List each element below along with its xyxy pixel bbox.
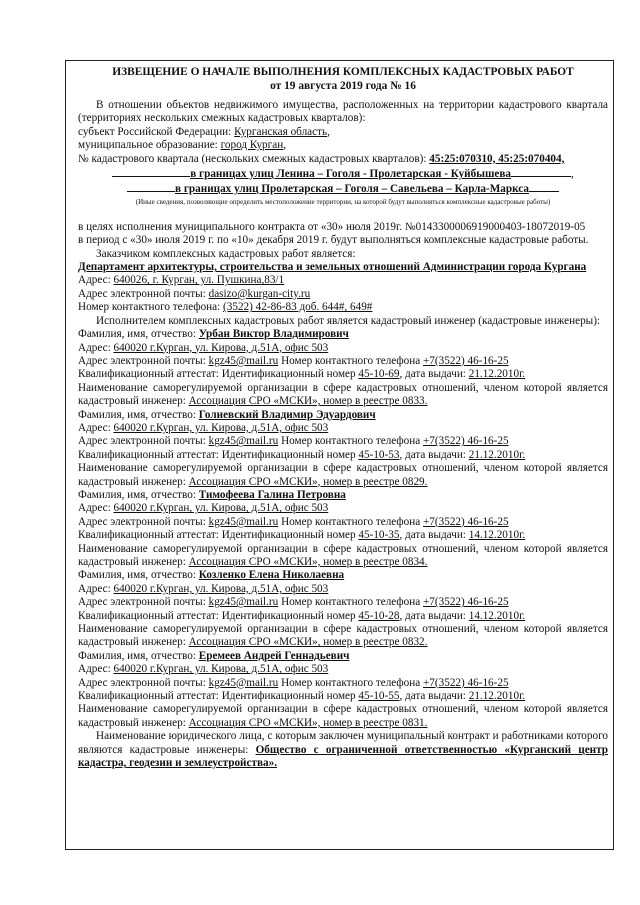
quarter-line: № кадастрового квартала (нескольких смежных кадастровых кварталов): 45:25:070310, 45:25:070404, [78, 152, 565, 165]
customer-name: Департамент архитектуры, строительства и земельных отношений Администрации города Кургана [78, 261, 587, 274]
engineer-sro: Наименование саморегулируемой организации в сфере кадастровых отношений, членом которой является кадастровый инженер: Ассоциация СРО «МСКИ», номер в реестре 0834. [78, 542, 608, 568]
engineer-email-link[interactable]: kgz45@mail.ru [208, 676, 279, 689]
engineer-contacts: Адрес электронной почты: kgz45@mail.ru Номер контактного телефона +7(3522) 46-16-25 [78, 435, 509, 448]
customer-email: Адрес электронной почты: dasizo@kurgan-city.ru [78, 287, 311, 300]
engineer-email-link[interactable]: kgz45@mail.ru [208, 354, 279, 367]
engineer-block [78, 328, 608, 408]
engineer-fio: Фамилия, имя, отчество: Тимофеева Галина Петровна [78, 488, 346, 501]
engineer-cert: Квалификационный аттестат: Идентификационный номер 45-10-55, дата выдачи: 21.12.2010г. [78, 690, 526, 703]
engineer-fio: Фамилия, имя, отчество: Урбан Виктор Владимирович [78, 328, 349, 341]
engineer-contacts: Адрес электронной почты: kgz45@mail.ru Номер контактного телефона +7(3522) 46-16-25 [78, 515, 509, 528]
engineer-cert: Квалификационный аттестат: Идентификационный номер 45-10-28, дата выдачи: 14.12.2010г. [78, 609, 526, 622]
engineer-block [78, 489, 608, 569]
engineer-sro: Наименование саморегулируемой организации в сфере кадастровых отношений, членом которой является кадастровый инженер: Ассоциация СРО «МСКИ», номер в реестре 0829. [78, 462, 608, 488]
document-title: ИЗВЕЩЕНИЕ О НАЧАЛЕ ВЫПОЛНЕНИЯ КОМПЛЕКСНЫХ КАДАСТРОВЫХ РАБОТ [112, 66, 574, 78]
notice-document [78, 66, 608, 771]
engineer-sro: Наименование саморегулируемой организации в сфере кадастровых отношений, членом которой является кадастровый инженер: Ассоциация СРО «МСКИ», номер в реестре 0831. [78, 703, 608, 729]
engineer-email-link[interactable]: kgz45@mail.ru [208, 435, 279, 448]
engineer-block [78, 569, 608, 649]
engineer-address: Адрес: 640020 г.Курган, ул. Кирова, д.51А, офис 503 [78, 663, 329, 676]
engineer-block [78, 650, 608, 730]
engineer-fio: Фамилия, имя, отчество: Козленко Елена Николаевна [78, 569, 345, 582]
engineer-cert: Квалификационный аттестат: Идентификационный номер 45-10-69, дата выдачи: 21.12.2010г. [78, 368, 526, 381]
engineer-contacts: Адрес электронной почты: kgz45@mail.ru Номер контактного телефона +7(3522) 46-16-25 [78, 354, 509, 367]
document-date: от 19 августа 2019 года № 16 [270, 79, 416, 92]
period-line: в период с «30» июля 2019 г. по «10» декабря 2019 г. будут выполняться комплексные кадастровые работы. [78, 234, 589, 247]
customer-address: Адрес: 640026, г. Курган, ул. Пушкина,83/1 [78, 274, 285, 287]
engineer-cert: Квалификационный аттестат: Идентификационный номер 45-10-53, дата выдачи: 21.12.2010г. [78, 448, 526, 461]
bounds-line-1: в границах улиц Ленина – Гоголя - Пролетарская - Куйбышева , [78, 166, 608, 181]
executors-intro: Исполнителем комплексных кадастровых работ является кадастровый инженер (кадастровые инженеры): [96, 314, 601, 327]
engineer-contacts: Адрес электронной почты: kgz45@mail.ru Номер контактного телефона +7(3522) 46-16-25 [78, 676, 509, 689]
footer-paragraph: Наименование юридического лица, с которым заключен муниципальный контракт и работниками которого являются кадастровые инженеры: Общество с ограниченной ответственностью «Курганский центр кадастра, геодезии и землеустройства». [78, 730, 608, 770]
municipality-value: город Курган [220, 139, 284, 152]
engineer-contacts: Адрес электронной почты: kgz45@mail.ru Номер контактного телефона +7(3522) 46-16-25 [78, 596, 509, 609]
contract-line: в целях исполнения муниципального контракта от «30» июля 2019г. №0143300006919000403-18072019-05 [78, 220, 586, 233]
engineer-block [78, 409, 608, 489]
engineer-sro: Наименование саморегулируемой организации в сфере кадастровых отношений, членом которой является кадастровый инженер: Ассоциация СРО «МСКИ», номер в реестре 0832. [78, 623, 608, 649]
engineer-fio: Фамилия, имя, отчество: Голиевский Владимир Эдуардович [78, 408, 376, 421]
subject-value: Курганская область [234, 125, 328, 138]
engineer-email-link[interactable]: kgz45@mail.ru [208, 515, 279, 528]
customer-phone: Номер контактного телефона: (3522) 42-86-83 доб. 644#, 649# [78, 301, 373, 314]
municipality-line: муниципальное образование: город Курган, [78, 139, 286, 152]
bounds-line-2: в границах улиц Пролетарская – Гоголя – Савельева – Карла-Маркса [78, 181, 608, 196]
subject-line: субъект Российской Федерации: Курганская область, [78, 125, 330, 138]
contractor-org: Общество с ограниченной ответственностью «Курганский центр кадастра, геодезии и землеустройства». [78, 743, 608, 770]
engineers-list [78, 328, 608, 730]
engineer-sro: Наименование саморегулируемой организации в сфере кадастровых отношений, членом которой является кадастровый инженер: Ассоциация СРО «МСКИ», номер в реестре 0833. [78, 381, 608, 408]
intro-paragraph: В отношении объектов недвижимого имущества, расположенных на территории кадастрового квартала (территориях нескольких смежных кадастровых кварталов): [78, 99, 608, 125]
engineer-cert: Квалификационный аттестат: Идентификационный номер 45-10-35, дата выдачи: 14.12.2010г. [78, 529, 526, 542]
engineer-address: Адрес: 640020 г.Курган, ул. Кирова, д.51А, офис 503 [78, 421, 329, 434]
quarter-value: 45:25:070310, 45:25:070404, [429, 152, 565, 165]
customer-label: Заказчиком комплексных кадастровых работ является: [96, 247, 356, 260]
engineer-fio: Фамилия, имя, отчество: Еремеев Андрей Геннадьевич [78, 649, 350, 662]
engineer-email-link[interactable]: kgz45@mail.ru [208, 596, 279, 609]
customer-email-link[interactable]: dasizo@kurgan-city.ru [208, 287, 311, 300]
engineer-address: Адрес: 640020 г.Курган, ул. Кирова, д.51А, офис 503 [78, 582, 329, 595]
engineer-address: Адрес: 640020 г.Курган, ул. Кирова, д.51А, офис 503 [78, 502, 329, 515]
bounds-note: (Иные сведения, позволяющие определить местоположение территории, на которой будут выполняться комплексные кадастровые работы) [135, 197, 551, 206]
engineer-address: Адрес: 640020 г.Курган, ул. Кирова, д.51А, офис 503 [78, 341, 329, 354]
